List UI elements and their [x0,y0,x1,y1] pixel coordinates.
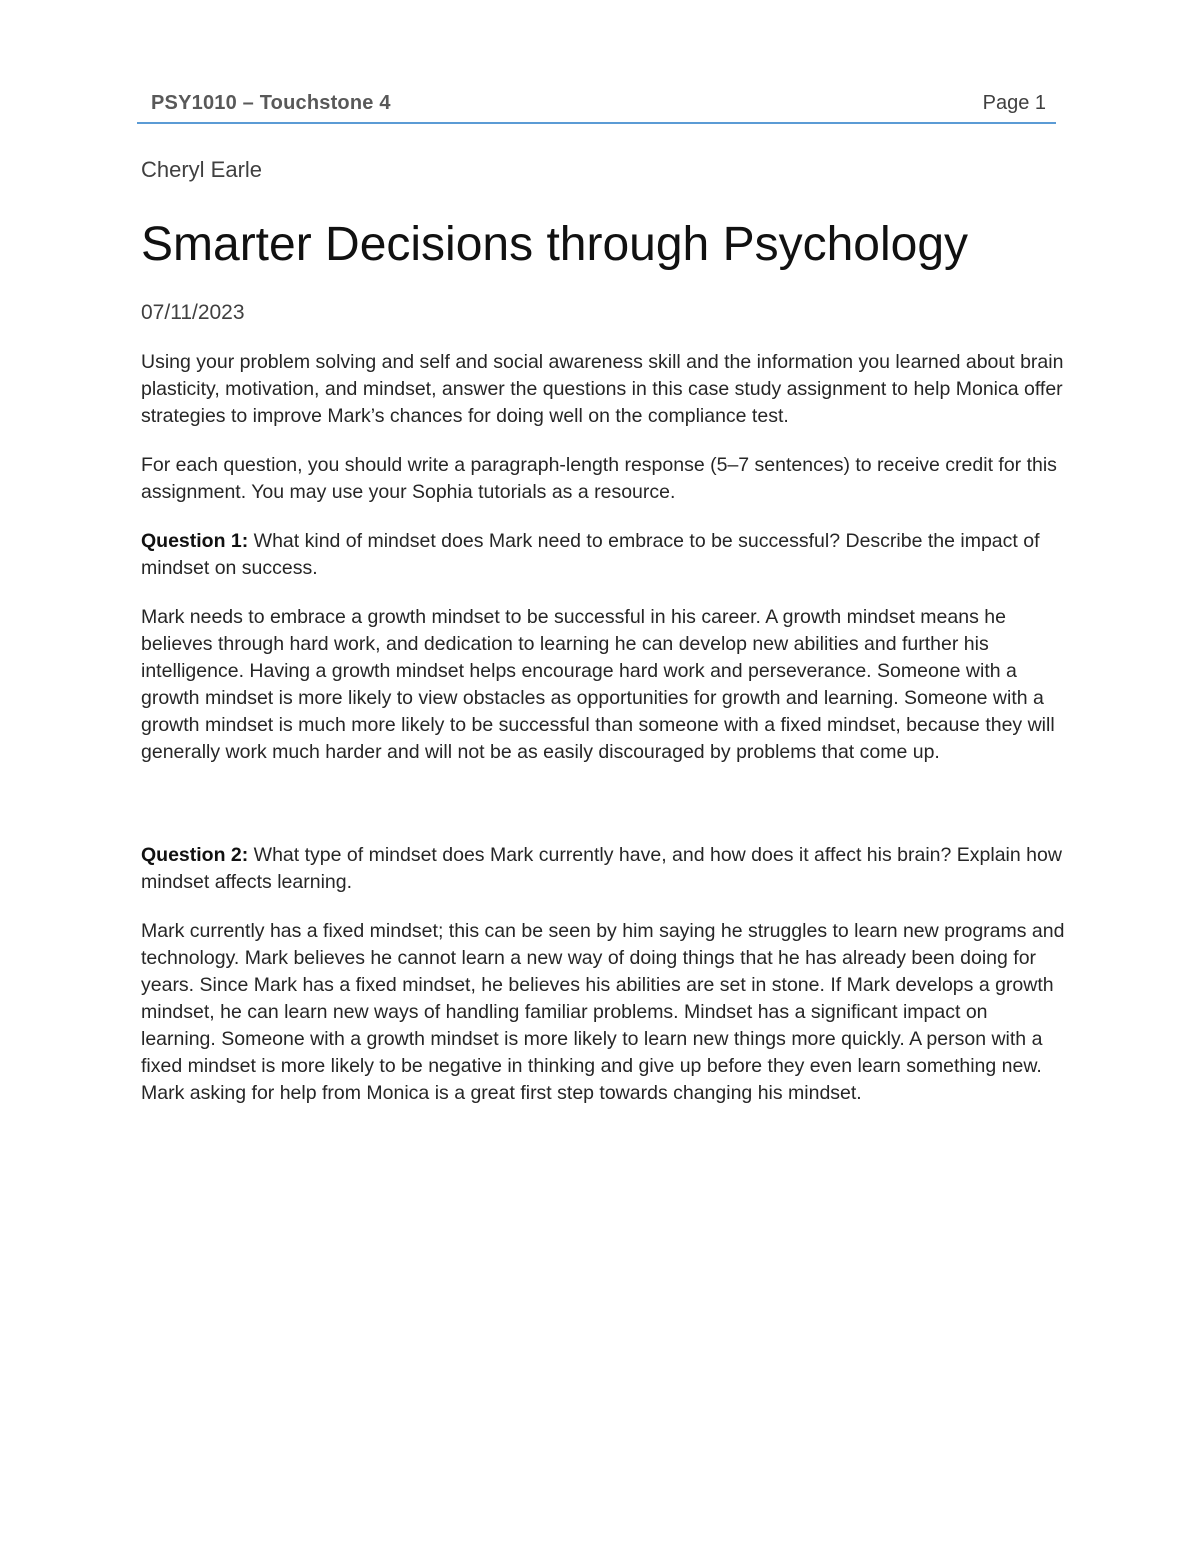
question-1-prompt: What kind of mindset does Mark need to embrace to be successful? Describe the impact of mindset on success. [141,530,1040,579]
document-body [141,150,1066,1107]
author-name: Cheryl Earle [141,157,263,182]
document-date: 07/11/2023 [141,301,245,324]
instructions-paragraph: For each question, you should write a paragraph-length response (5–7 sentences) to receive credit for this assignment. You may use your Sophia tutorials as a resource. [141,454,1057,503]
header-course-title: PSY1010 – Touchstone 4 [151,92,391,114]
page-header [137,88,1056,124]
question-2-label: Question 2: [141,844,249,866]
question-2-prompt: What type of mindset does Mark currently have, and how does it affect his brain? Explain how mindset affects learning. [141,844,1062,893]
question-1 [141,528,1066,582]
answer-2: Mark currently has a fixed mindset; this can be seen by him saying he struggles to learn new programs and technology. Mark believes he cannot learn a new way of doing things that he has already been doing for years. Since Mark has a fixed mindset, he believes his abilities are set in stone. If Mark develops a growth mindset, he can learn new ways of handling familiar problems. Mindset has a significant impact on learning. Someone with a growth mindset is more likely to learn new things more quickly. A person with a fixed mindset is more likely to be negative in thinking and give up before they even learn something new. Mark asking for help from Monica is a great first step towards changing his mindset. [141,920,1065,1104]
question-2 [141,842,1066,896]
intro-paragraph: Using your problem solving and self and social awareness skill and the information you learned about brain plasticity, motivation, and mindset, answer the questions in this case study assignment to help Monica offer strategies to improve Mark’s chances for doing well on the compliance test. [141,351,1064,427]
header-page-number: Page 1 [982,92,1046,114]
answer-1: Mark needs to embrace a growth mindset to be successful in his career. A growth mindset means he believes through hard work, and dedication to learning he can develop new abilities and further his intelligence. Having a growth mindset helps encourage hard work and perseverance. Someone with a growth mindset is more likely to view obstacles as opportunities for growth and learning. Someone with a growth mindset is much more likely to be successful than someone with a fixed mindset, because they will generally work much harder and will not be as easily discouraged by problems that come up. [141,606,1055,763]
question-1-label: Question 1: [141,530,249,552]
document-title: Smarter Decisions through Psychology [141,218,969,271]
